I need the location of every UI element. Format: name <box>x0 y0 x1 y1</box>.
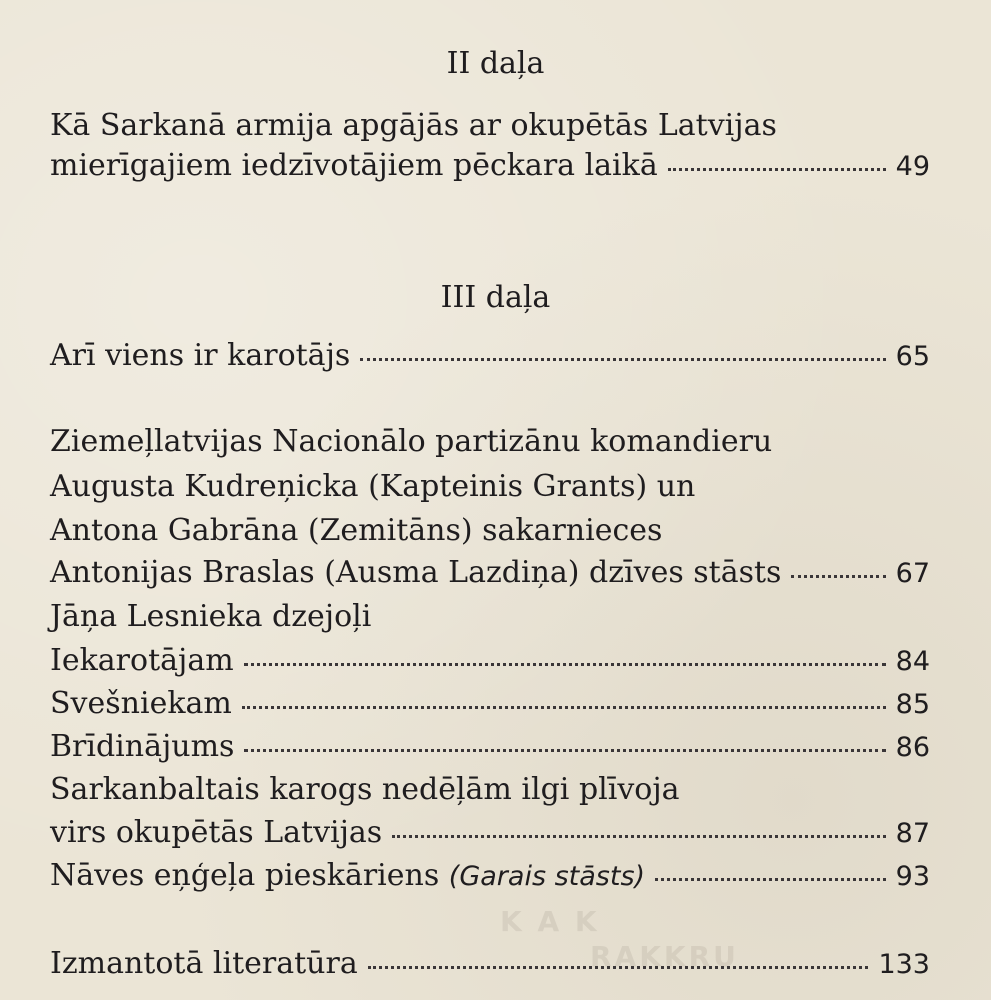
toc-entry-line: Sarkanbaltais karogs nedēļām ilgi plīvoja <box>50 772 680 807</box>
dot-leader <box>668 168 886 171</box>
page-number: 85 <box>895 689 930 720</box>
page-number: 86 <box>895 732 930 763</box>
toc-entry-line: Antona Gabrāna (Zemitāns) sakarnieces <box>50 513 663 548</box>
dot-leader <box>655 878 886 881</box>
dot-leader <box>242 706 886 709</box>
toc-entry-text: Brīdinājums <box>50 729 235 764</box>
toc-entry-text: Arī viens ir karotājs <box>50 338 351 373</box>
page-number: 67 <box>895 558 930 589</box>
toc-entry-line: Ziemeļlatvijas Nacionālo partizānu komandieru <box>50 424 773 459</box>
toc-entry-flag <box>50 814 930 853</box>
toc-entry-text: virs okupētās Latvijas <box>50 815 383 850</box>
toc-entry-one-is-warrior <box>50 337 930 376</box>
toc-entry-poem <box>50 728 930 767</box>
toc-entry-text: Izmantotā literatūra <box>50 946 358 981</box>
page-number: 84 <box>895 646 930 677</box>
toc-entry-text: mierīgajiem iedzīvotājiem pēckara laikā <box>50 148 658 183</box>
part-3-heading: III daļa <box>440 280 551 315</box>
toc-entry-angel <box>50 857 930 896</box>
show-through-mark: RAKKRU <box>590 940 739 973</box>
toc-entry-line: Kā Sarkanā armija apgājās ar okupētās Latvijas <box>50 108 777 143</box>
toc-entry-life-story <box>50 554 930 593</box>
poems-heading: Jāņa Lesnieka dzejoļi <box>50 599 372 634</box>
page-number: 93 <box>895 861 930 892</box>
toc-entry-title: Nāves eņģeļa pieskāriens <box>50 858 440 893</box>
part-2-heading: II daļa <box>446 46 545 81</box>
toc-entry-line: Augusta Kudreņicka (Kapteinis Grants) un <box>50 469 696 504</box>
page-number: 49 <box>895 151 930 182</box>
show-through-mark: K A K <box>500 905 600 938</box>
toc-entry-poem <box>50 685 930 724</box>
toc-entry-poem <box>50 642 930 681</box>
toc-entry-text <box>50 857 645 896</box>
toc-entry-red-army <box>50 147 930 186</box>
dot-leader <box>791 575 885 578</box>
toc-entry-note: (Garais stāsts) <box>448 861 646 892</box>
dot-leader <box>368 966 869 969</box>
toc-entry-text: Antonijas Braslas (Ausma Lazdiņa) dzīves stāsts <box>50 555 782 590</box>
dot-leader <box>392 835 885 838</box>
toc-entry-literature <box>50 945 930 984</box>
toc-entry-text: Svešniekam <box>50 686 232 721</box>
toc-entry-text: Iekarotājam <box>50 643 234 678</box>
dot-leader <box>360 358 885 361</box>
page-number: 87 <box>895 818 930 849</box>
page-number: 133 <box>878 949 930 980</box>
dot-leader <box>244 663 886 666</box>
dot-leader <box>244 749 885 752</box>
page-number: 65 <box>895 341 930 372</box>
